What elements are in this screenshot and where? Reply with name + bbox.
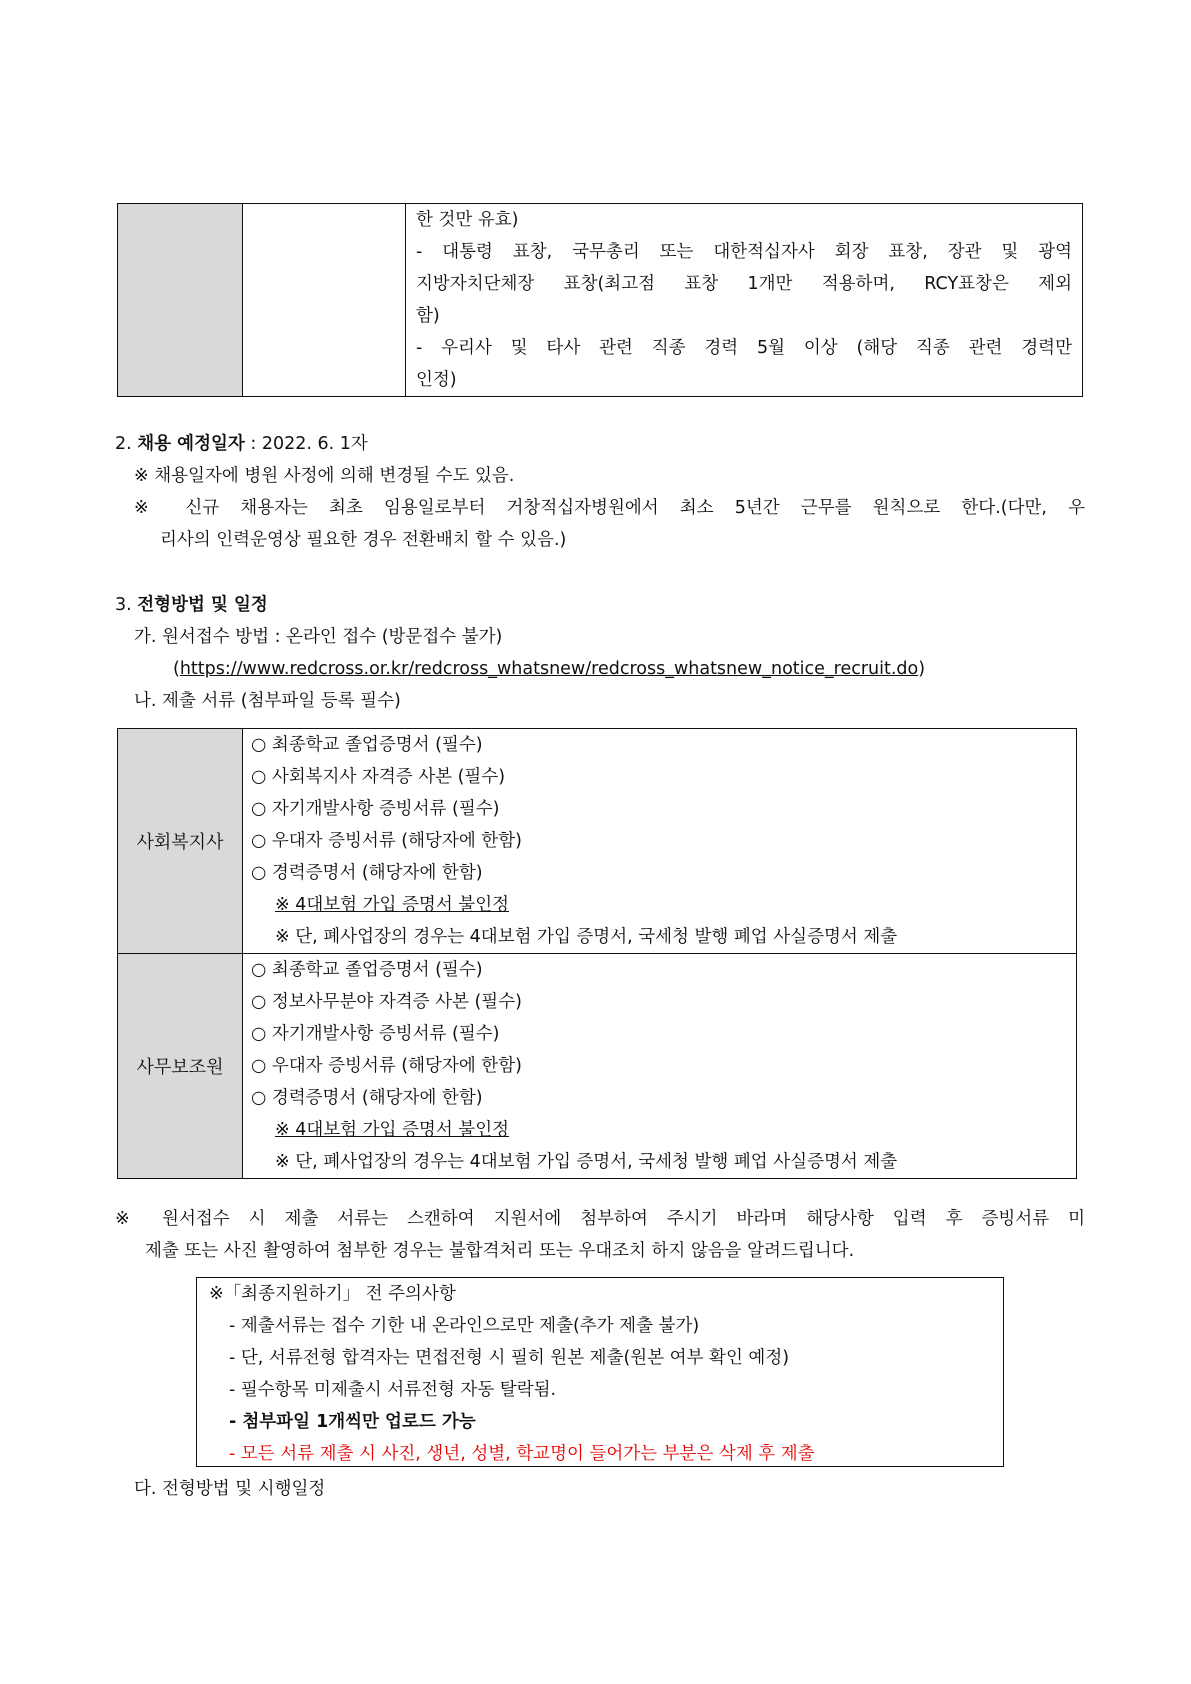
note: ※ 신규 채용자는 최초 임용일로부터 거창적십자병원에서 최소 5년간 근무를 원칙으로 한다.(다만, 우: [134, 498, 1085, 518]
list-item: ○ 최종학교 졸업증명서 (필수): [251, 960, 483, 980]
section-2-heading: [115, 428, 1085, 460]
table-detail-cell: [406, 204, 1083, 397]
table-criteria-cell: [243, 204, 406, 397]
url-line: [115, 653, 1085, 685]
list-note: ※ 단, 폐사업장의 경우는 4대보험 가입 증명서, 국세청 발행 폐업 사실증명서 제출: [275, 927, 898, 947]
qualification-table-continued: [117, 203, 1083, 397]
detail-line: - 우리사 및 타사 관련 직종 경력 5월 이상 (해당 직종 관련 경력만: [416, 338, 1072, 358]
caution-item: - 필수항목 미제출시 서류전형 자동 탈락됨.: [229, 1380, 557, 1400]
note: ※ 채용일자에 병원 사정에 의해 변경될 수도 있음.: [134, 466, 515, 486]
submission-note: [115, 1203, 1085, 1267]
list-item: ○ 최종학교 졸업증명서 (필수): [251, 735, 483, 755]
caution-item: - 단, 서류전형 합격자는 면접전형 시 필히 원본 제출(원본 여부 확인 예정): [229, 1348, 790, 1368]
recruit-notice-link[interactable]: https://www.redcross.or.kr/redcross_whatsnew/redcross_whatsnew_notice_recruit.do: [179, 659, 919, 679]
row-label: 사회복지사: [118, 729, 243, 954]
section-title: 채용 예정일자: [137, 434, 245, 454]
section-title: 전형방법 및 일정: [137, 595, 268, 615]
detail-line: 함): [416, 306, 440, 326]
detail-line: 한 것만 유효): [416, 210, 519, 230]
list-item: ○ 경력증명서 (해당자에 한함): [251, 1088, 483, 1108]
list-note: ※ 단, 폐사업장의 경우는 4대보험 가입 증명서, 국세청 발행 폐업 사실증명서 제출: [275, 1152, 898, 1172]
row-label: 사무보조원: [118, 954, 243, 1179]
section-3: [115, 589, 1085, 717]
documents-table: [117, 728, 1077, 1179]
item-na: 나. 제출 서류 (첨부파일 등록 필수): [134, 691, 401, 711]
caution-item: - 제출서류는 접수 기한 내 온라인으로만 제출(추가 제출 불가): [229, 1316, 700, 1336]
section-3-heading: [115, 589, 1085, 621]
section-value: : 2022. 6. 1자: [250, 434, 368, 454]
list-item: ○ 경력증명서 (해당자에 한함): [251, 863, 483, 883]
underlined-note: ※ 4대보험 가입 증명서 불인정: [275, 1120, 510, 1140]
list-item: ○ 우대자 증빙서류 (해당자에 한함): [251, 1056, 522, 1076]
list-item: ○ 자기개발사항 증빙서류 (필수): [251, 1024, 500, 1044]
detail-line: - 대통령 표창, 국무총리 또는 대한적십자사 회장 표창, 장관 및 광역: [416, 242, 1072, 262]
row-items: [243, 729, 1077, 954]
caution-box: [196, 1277, 1004, 1467]
paren-open: (: [173, 659, 180, 679]
item-da: 다. 전형방법 및 시행일정: [134, 1479, 326, 1499]
paren-close: ): [918, 659, 926, 679]
detail-line: 지방자치단체장 표창(최고점 표창 1개만 적용하며, RCY표창은 제외: [416, 274, 1072, 294]
item-ga: 가. 원서접수 방법 : 온라인 접수 (방문접수 불가): [134, 627, 503, 647]
note-line: 제출 또는 사진 촬영하여 첨부한 경우는 불합격처리 또는 우대조치 하지 않음을 알려드립니다.: [145, 1241, 855, 1261]
caution-item-red: - 모든 서류 제출 시 사진, 생년, 성별, 학교명이 들어가는 부분은 삭제 후 제출: [229, 1444, 815, 1464]
caution-item-bold: - 첨부파일 1개씩만 업로드 가능: [229, 1412, 476, 1432]
table-label-cell: [118, 204, 243, 397]
section-number: 3.: [115, 595, 132, 615]
list-item: ○ 우대자 증빙서류 (해당자에 한함): [251, 831, 522, 851]
note-continuation: 리사의 인력운영상 필요한 경우 전환배치 할 수 있음.): [160, 530, 567, 550]
list-item: ○ 자기개발사항 증빙서류 (필수): [251, 799, 500, 819]
list-note: [251, 889, 1076, 921]
table-row: [118, 954, 1077, 1179]
row-items: [243, 954, 1077, 1179]
section-number: 2.: [115, 434, 132, 454]
list-item: ○ 정보사무분야 자격증 사본 (필수): [251, 992, 522, 1012]
list-note: [251, 1114, 1076, 1146]
note-line: ※ 원서접수 시 제출 서류는 스캔하여 지원서에 첨부하여 주시기 바라며 해당사항 입력 후 증빙서류 미: [115, 1209, 1085, 1229]
list-item: ○ 사회복지사 자격증 사본 (필수): [251, 767, 506, 787]
caution-title: ※「최종지원하기」 전 주의사항: [209, 1284, 456, 1304]
section-2: [115, 428, 1085, 556]
table-row: [118, 729, 1077, 954]
detail-line: 인정): [416, 370, 457, 390]
underlined-note: ※ 4대보험 가입 증명서 불인정: [275, 895, 510, 915]
